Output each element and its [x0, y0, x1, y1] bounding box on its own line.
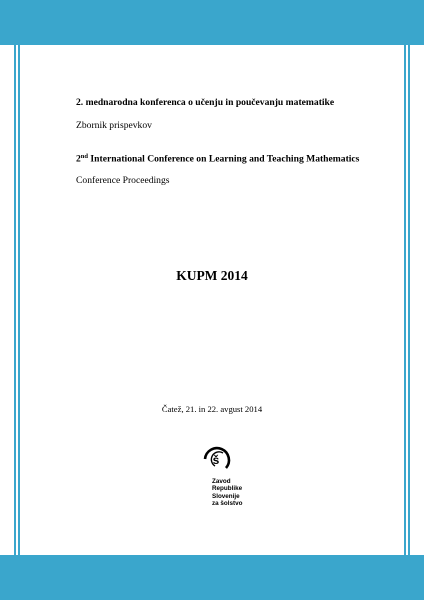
event-name: KUPM 2014: [176, 268, 248, 283]
left-border-line: [18, 0, 20, 600]
english-title-text: International Conference on Learning and Teaching Mathematics: [88, 153, 360, 165]
logo-line: za šolstvo: [212, 499, 243, 507]
english-title-ordinal-suffix: nd: [80, 153, 89, 160]
english-title: [76, 153, 359, 165]
logo-line: Republike: [212, 485, 243, 493]
slovene-subtitle: Zbornik prispevkov: [76, 120, 152, 131]
logo-line: Slovenije: [212, 492, 240, 500]
right-border-line: [404, 0, 406, 600]
zrss-logo-icon: [198, 444, 238, 476]
bottom-banner: [0, 555, 424, 600]
logo-line: Zavod: [212, 478, 231, 485]
logo-wordmark: [212, 478, 242, 507]
english-subtitle: Conference Proceedings: [76, 175, 170, 186]
right-border-line: [408, 0, 410, 600]
top-banner: [0, 0, 424, 45]
slovene-title: 2. mednarodna konferenca o učenju in poučevanju matematike: [76, 97, 335, 108]
english-title-number: 2: [76, 153, 81, 165]
svg-text:š: š: [212, 453, 220, 467]
place-and-date: Čatež, 21. in 22. avgust 2014: [161, 404, 263, 414]
left-border-line: [14, 0, 16, 600]
